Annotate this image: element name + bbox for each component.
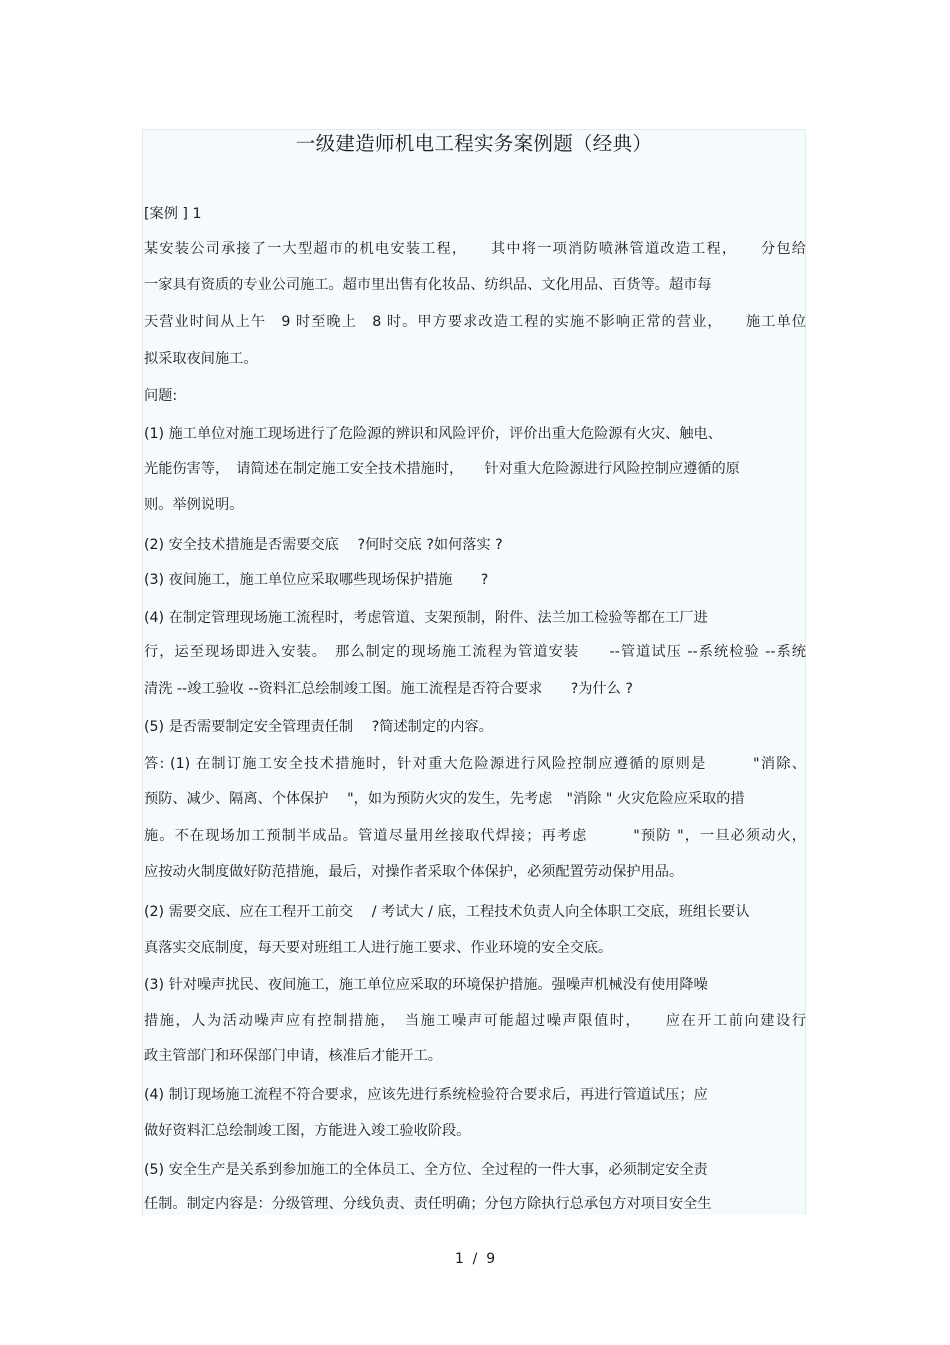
text-line: (5) 安全生产是关系到参加施工的全体员工、全方位、全过程的一件大事，必须制定安全责: [144, 1162, 708, 1178]
text-line: 拟采取夜间施工。: [144, 351, 258, 367]
text-line: (2) 安全技术措施是否需要交底 ?何时交底 ?如何落实 ?: [144, 537, 503, 553]
text-line: (3) 夜间施工，施工单位应采取哪些现场保护措施 ?: [144, 572, 489, 588]
text-line: 应按动火制度做好防范措施，最后，对操作者采取个体保护，必须配置劳动保护用品。: [144, 864, 684, 880]
text-line: 真落实交底制度，每天要对班组工人进行施工要求、作业环境的安全交底。: [144, 940, 613, 956]
text-line: 措施，人为活动噪声应有控制措施， 当施工噪声可能超过噪声限值时， 应在开工前向建设行: [144, 1013, 806, 1029]
text-line: 一家具有资质的专业公司施工。超市里出售有化妆品、纺织品、文化用品、百货等。超市每: [144, 277, 712, 293]
text-line: (2) 需要交底、应在工程开工前交 / 考试大 / 底，工程技术负责人向全体职工交底，班组长要认: [144, 904, 750, 920]
text-line: 则。举例说明。: [144, 497, 244, 513]
case-label: [案例 ] 1: [144, 206, 202, 222]
text-line: (4) 在制定管理现场施工流程时，考虑管道、支架预制，附件、法兰加工检验等都在工厂进: [144, 610, 708, 626]
text-line: (3) 针对噪声扰民、夜间施工，施工单位应采取的环境保护措施。强噪声机械没有使用降噪: [144, 977, 708, 993]
text-line: 某安装公司承接了一大型超市的机电安装工程， 其中将一项消防喷淋管道改造工程， 分包给: [144, 241, 806, 257]
text-line: 预防、减少、隔离、个体保护 "，如为预防火灾的发生，先考虑 "消除 " 火灾危险应采取的措: [144, 791, 745, 807]
text-line: (4) 制订现场施工流程不符合要求，应该先进行系统检验符合要求后，再进行管道试压；应: [144, 1087, 708, 1103]
text-line: 光能伤害等， 请简述在制定施工安全技术措施时， 针对重大危险源进行风险控制应遵循的原: [144, 461, 740, 477]
text-line: (1) 施工单位对施工现场进行了危险源的辨识和风险评价，评价出重大危险源有火灾、触电、: [144, 426, 722, 442]
text-line: 做好资料汇总绘制竣工图，方能进入竣工验收阶段。: [144, 1123, 471, 1139]
page-indicator: 1 / 9: [454, 1251, 496, 1267]
document-title: 一级建造师机电工程实务案例题（经典）: [295, 132, 653, 155]
text-line: 行，运至现场即进入安装。 那么制定的现场施工流程为管道安装 --管道试压 --系统检验 --系统: [144, 644, 806, 660]
text-line: (5) 是否需要制定安全管理责任制 ?简述制定的内容。: [144, 719, 493, 735]
text-line: 政主管部门和环保部门申请，核准后才能开工。: [144, 1048, 442, 1064]
text-line: 答: (1) 在制订施工安全技术措施时，针对重大危险源进行风险控制应遵循的原则是 "消除、: [144, 756, 806, 772]
text-line: 天营业时间从上午 9 时至晚上 8 时。甲方要求改造工程的实施不影响正常的营业， 施工单位: [144, 314, 806, 330]
text-line: 任制。制定内容是：分级管理、分线负责、责任明确；分包方除执行总承包方对项目安全生: [144, 1196, 712, 1212]
text-line: 施。不在现场加工预制半成品。管道尽量用丝接取代焊接；再考虑 "预防 "，一旦必须动火，: [144, 828, 806, 844]
text-line: 问题:: [144, 388, 178, 404]
text-line: 清洗 --竣工验收 --资料汇总绘制竣工图。施工流程是否符合要求 ?为什么 ?: [144, 681, 633, 697]
